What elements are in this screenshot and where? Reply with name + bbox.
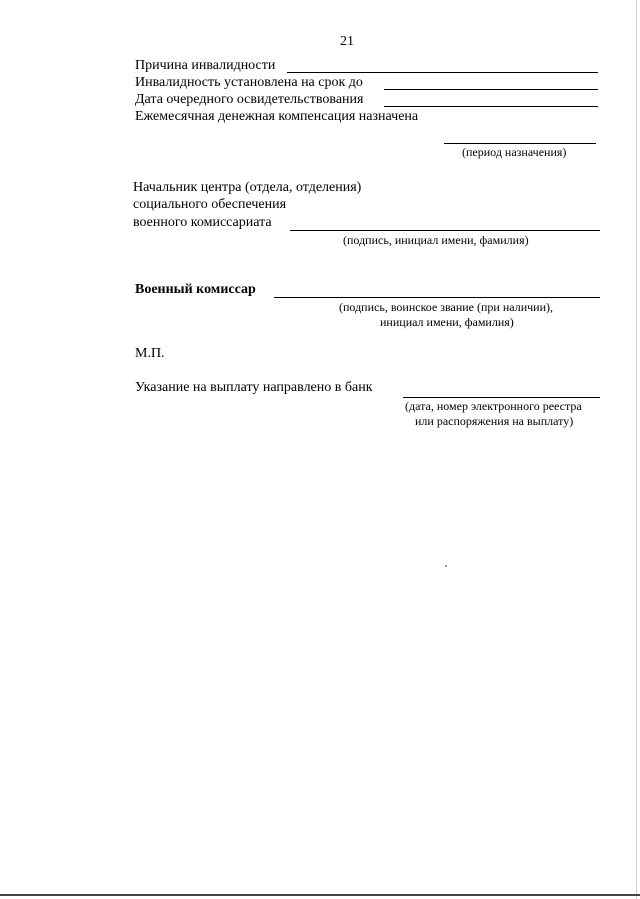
- commissar-caption-line2: инициал имени, фамилия): [380, 315, 514, 329]
- scan-speck: [445, 565, 447, 567]
- stamp-place: М.П.: [135, 346, 165, 361]
- bank-instruction-label: Указание на выплату направлено в банк: [135, 380, 373, 395]
- center-head-caption: (подпись, инициал имени, фамилия): [343, 233, 529, 247]
- disability-term-line: [384, 89, 598, 90]
- monthly-compensation-label: Ежемесячная денежная компенсация назначена: [135, 109, 419, 124]
- center-head-line3: военного комиссариата: [133, 215, 272, 230]
- scan-edge-right: [636, 0, 637, 899]
- commissar-label: Военный комиссар: [135, 282, 256, 297]
- scan-edge-bottom: [0, 894, 640, 896]
- period-caption: (период назначения): [462, 145, 567, 159]
- period-line: [444, 143, 596, 144]
- disability-term-label: Инвалидность установлена на срок до: [135, 75, 363, 90]
- page-number: 21: [340, 34, 354, 49]
- bank-instruction-caption-line2: или распоряжения на выплату): [415, 414, 574, 428]
- disability-reason-line: [287, 72, 598, 73]
- commissar-signature-line: [274, 297, 600, 298]
- center-head-signature-line: [290, 230, 600, 231]
- commissar-caption-line1: (подпись, воинское звание (при наличии),: [339, 300, 553, 314]
- center-head-line1: Начальник центра (отдела, отделения): [133, 180, 362, 195]
- reexamination-date-line: [384, 106, 598, 107]
- bank-instruction-line: [403, 397, 600, 398]
- center-head-line2: социального обеспечения: [133, 197, 287, 212]
- bank-instruction-caption-line1: (дата, номер электронного реестра: [405, 399, 582, 413]
- reexamination-date-label: Дата очередного освидетельствования: [135, 92, 364, 107]
- disability-reason-label: Причина инвалидности: [135, 58, 276, 73]
